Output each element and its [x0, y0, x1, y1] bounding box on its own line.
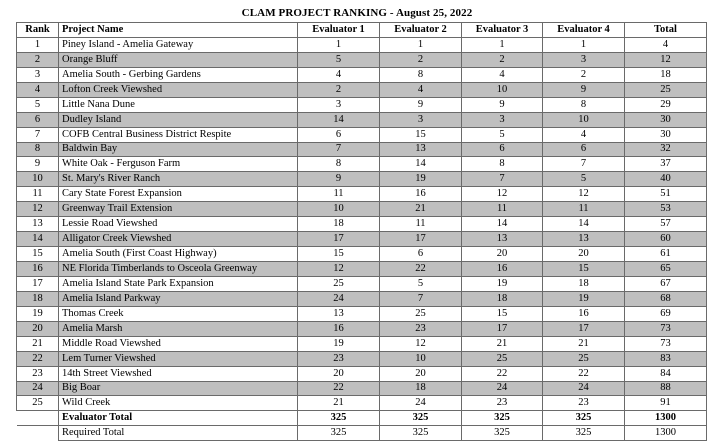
- total-cell: 57: [625, 217, 707, 232]
- table-row: [17, 217, 707, 232]
- evaluator-4-cell: 23: [543, 396, 625, 411]
- evaluator-4-cell: 5: [543, 172, 625, 187]
- project-name-cell: Lem Turner Viewshed: [59, 351, 298, 366]
- project-name-cell: Little Nana Dune: [59, 97, 298, 112]
- table-row: [17, 321, 707, 336]
- evaluator-total-row: [17, 411, 707, 426]
- rank-cell: 12: [17, 202, 59, 217]
- evaluator-2-cell: 8: [380, 67, 462, 82]
- total-cell: 37: [625, 157, 707, 172]
- column-header: Rank: [17, 23, 59, 38]
- evaluator-3-cell: 23: [462, 396, 543, 411]
- rank-cell: 23: [17, 366, 59, 381]
- evaluator-3-cell: 12: [462, 187, 543, 202]
- evaluator-4-cell: 8: [543, 97, 625, 112]
- evaluator-4-cell: 2: [543, 67, 625, 82]
- total-cell: 73: [625, 321, 707, 336]
- evaluator-3-cell: 1: [462, 37, 543, 52]
- table-row: [17, 396, 707, 411]
- total-cell: 29: [625, 97, 707, 112]
- ranking-table: [16, 22, 707, 441]
- required-total-cell: 325: [543, 426, 625, 441]
- evaluator-2-cell: 20: [380, 366, 462, 381]
- evaluator-2-cell: 18: [380, 381, 462, 396]
- evaluator-4-cell: 19: [543, 291, 625, 306]
- evaluator-1-cell: 24: [298, 291, 380, 306]
- total-cell: 60: [625, 232, 707, 247]
- evaluator-2-cell: 14: [380, 157, 462, 172]
- evaluator-3-cell: 9: [462, 97, 543, 112]
- total-cell: 67: [625, 276, 707, 291]
- evaluator-1-cell: 7: [298, 142, 380, 157]
- evaluator-4-cell: 11: [543, 202, 625, 217]
- evaluator-4-cell: 14: [543, 217, 625, 232]
- evaluator-total-cell: 1300: [625, 411, 707, 426]
- evaluator-2-cell: 23: [380, 321, 462, 336]
- total-cell: 68: [625, 291, 707, 306]
- evaluator-total-cell: 325: [298, 411, 380, 426]
- total-cell: 51: [625, 187, 707, 202]
- evaluator-4-cell: 21: [543, 336, 625, 351]
- project-name-cell: Thomas Creek: [59, 306, 298, 321]
- rank-cell: 10: [17, 172, 59, 187]
- rank-cell: 9: [17, 157, 59, 172]
- table-row: [17, 247, 707, 262]
- evaluator-3-cell: 17: [462, 321, 543, 336]
- table-row: [17, 291, 707, 306]
- evaluator-1-cell: 11: [298, 187, 380, 202]
- rank-cell: 24: [17, 381, 59, 396]
- total-cell: 84: [625, 366, 707, 381]
- evaluator-4-cell: 3: [543, 52, 625, 67]
- table-row: [17, 112, 707, 127]
- table-row: [17, 172, 707, 187]
- project-name-cell: Piney Island - Amelia Gateway: [59, 37, 298, 52]
- evaluator-3-cell: 20: [462, 247, 543, 262]
- evaluator-3-cell: 25: [462, 351, 543, 366]
- evaluator-4-cell: 15: [543, 262, 625, 277]
- evaluator-2-cell: 21: [380, 202, 462, 217]
- evaluator-1-cell: 25: [298, 276, 380, 291]
- table-row: [17, 262, 707, 277]
- evaluator-2-cell: 7: [380, 291, 462, 306]
- evaluator-3-cell: 14: [462, 217, 543, 232]
- required-total-label: Required Total: [59, 426, 298, 441]
- evaluator-total-cell: 325: [543, 411, 625, 426]
- required-total-cell: 325: [462, 426, 543, 441]
- evaluator-4-cell: 24: [543, 381, 625, 396]
- evaluator-4-cell: 17: [543, 321, 625, 336]
- evaluator-2-cell: 2: [380, 52, 462, 67]
- page-title: CLAM PROJECT RANKING - August 25, 2022: [241, 7, 473, 19]
- evaluator-4-cell: 12: [543, 187, 625, 202]
- rank-cell: 18: [17, 291, 59, 306]
- project-name-cell: Amelia Island State Park Expansion: [59, 276, 298, 291]
- rank-cell: 2: [17, 52, 59, 67]
- evaluator-1-cell: 15: [298, 247, 380, 262]
- evaluator-3-cell: 4: [462, 67, 543, 82]
- evaluator-3-cell: 18: [462, 291, 543, 306]
- rank-cell: 6: [17, 112, 59, 127]
- table-row: [17, 381, 707, 396]
- evaluator-2-cell: 12: [380, 336, 462, 351]
- evaluator-2-cell: 3: [380, 112, 462, 127]
- evaluator-3-cell: 22: [462, 366, 543, 381]
- evaluator-2-cell: 9: [380, 97, 462, 112]
- evaluator-3-cell: 5: [462, 127, 543, 142]
- rank-cell: 5: [17, 97, 59, 112]
- total-cell: 32: [625, 142, 707, 157]
- total-cell: 53: [625, 202, 707, 217]
- project-name-cell: Amelia South - Gerbing Gardens: [59, 67, 298, 82]
- total-cell: 65: [625, 262, 707, 277]
- rank-cell: 3: [17, 67, 59, 82]
- table-row: [17, 366, 707, 381]
- evaluator-1-cell: 16: [298, 321, 380, 336]
- rank-cell: 16: [17, 262, 59, 277]
- evaluator-3-cell: 15: [462, 306, 543, 321]
- rank-cell: 4: [17, 82, 59, 97]
- evaluator-1-cell: 14: [298, 112, 380, 127]
- total-cell: 73: [625, 336, 707, 351]
- required-total-cell: 325: [298, 426, 380, 441]
- rank-cell: 8: [17, 142, 59, 157]
- total-cell: 30: [625, 112, 707, 127]
- rank-cell: 13: [17, 217, 59, 232]
- evaluator-1-cell: 6: [298, 127, 380, 142]
- project-name-cell: Amelia South (First Coast Highway): [59, 247, 298, 262]
- evaluator-1-cell: 23: [298, 351, 380, 366]
- table-row: [17, 67, 707, 82]
- table-row: [17, 37, 707, 52]
- evaluator-2-cell: 25: [380, 306, 462, 321]
- evaluator-1-cell: 8: [298, 157, 380, 172]
- project-name-cell: Lofton Creek Viewshed: [59, 82, 298, 97]
- rank-cell: 17: [17, 276, 59, 291]
- evaluator-1-cell: 2: [298, 82, 380, 97]
- evaluator-3-cell: 24: [462, 381, 543, 396]
- evaluator-3-cell: 3: [462, 112, 543, 127]
- rank-cell: 11: [17, 187, 59, 202]
- evaluator-3-cell: 11: [462, 202, 543, 217]
- evaluator-total-cell: 325: [380, 411, 462, 426]
- evaluator-1-cell: 1: [298, 37, 380, 52]
- project-name-cell: COFB Central Business District Respite: [59, 127, 298, 142]
- total-cell: 30: [625, 127, 707, 142]
- column-header: Evaluator 4: [543, 23, 625, 38]
- project-name-cell: NE Florida Timberlands to Osceola Greenway: [59, 262, 298, 277]
- evaluator-4-cell: 10: [543, 112, 625, 127]
- project-name-cell: Amelia Island Parkway: [59, 291, 298, 306]
- table-row: [17, 276, 707, 291]
- project-name-cell: Amelia Marsh: [59, 321, 298, 336]
- evaluator-4-cell: 25: [543, 351, 625, 366]
- evaluator-2-cell: 1: [380, 37, 462, 52]
- rank-cell: 21: [17, 336, 59, 351]
- evaluator-2-cell: 10: [380, 351, 462, 366]
- project-name-cell: Wild Creek: [59, 396, 298, 411]
- table-row: [17, 142, 707, 157]
- project-name-cell: Alligator Creek Viewshed: [59, 232, 298, 247]
- table-row: [17, 127, 707, 142]
- evaluator-3-cell: 21: [462, 336, 543, 351]
- column-header: Evaluator 3: [462, 23, 543, 38]
- evaluator-3-cell: 6: [462, 142, 543, 157]
- evaluator-4-cell: 16: [543, 306, 625, 321]
- evaluator-3-cell: 13: [462, 232, 543, 247]
- rank-cell: 20: [17, 321, 59, 336]
- total-cell: 25: [625, 82, 707, 97]
- column-header: Total: [625, 23, 707, 38]
- evaluator-1-cell: 22: [298, 381, 380, 396]
- evaluator-2-cell: 6: [380, 247, 462, 262]
- evaluator-4-cell: 18: [543, 276, 625, 291]
- total-cell: 83: [625, 351, 707, 366]
- evaluator-2-cell: 16: [380, 187, 462, 202]
- evaluator-2-cell: 13: [380, 142, 462, 157]
- rank-cell: 22: [17, 351, 59, 366]
- evaluator-3-cell: 10: [462, 82, 543, 97]
- evaluator-4-cell: 4: [543, 127, 625, 142]
- required-total-cell: 325: [380, 426, 462, 441]
- evaluator-4-cell: 6: [543, 142, 625, 157]
- required-total-row: [17, 426, 707, 441]
- evaluator-1-cell: 10: [298, 202, 380, 217]
- evaluator-2-cell: 19: [380, 172, 462, 187]
- table-row: [17, 97, 707, 112]
- rank-cell: 1: [17, 37, 59, 52]
- evaluator-1-cell: 12: [298, 262, 380, 277]
- evaluator-2-cell: 22: [380, 262, 462, 277]
- project-name-cell: Lessie Road Viewshed: [59, 217, 298, 232]
- evaluator-1-cell: 20: [298, 366, 380, 381]
- total-cell: 40: [625, 172, 707, 187]
- evaluator-4-cell: 13: [543, 232, 625, 247]
- evaluator-3-cell: 2: [462, 52, 543, 67]
- project-name-cell: Orange Bluff: [59, 52, 298, 67]
- evaluator-1-cell: 4: [298, 67, 380, 82]
- evaluator-2-cell: 24: [380, 396, 462, 411]
- rank-cell: 7: [17, 127, 59, 142]
- evaluator-3-cell: 8: [462, 157, 543, 172]
- rank-cell: 19: [17, 306, 59, 321]
- rank-cell: 15: [17, 247, 59, 262]
- evaluator-1-cell: 5: [298, 52, 380, 67]
- evaluator-1-cell: 3: [298, 97, 380, 112]
- total-cell: 91: [625, 396, 707, 411]
- rank-cell: 14: [17, 232, 59, 247]
- project-name-cell: Baldwin Bay: [59, 142, 298, 157]
- project-name-cell: Greenway Trail Extension: [59, 202, 298, 217]
- total-cell: 12: [625, 52, 707, 67]
- project-name-cell: Middle Road Viewshed: [59, 336, 298, 351]
- project-name-cell: Cary State Forest Expansion: [59, 187, 298, 202]
- evaluator-1-cell: 13: [298, 306, 380, 321]
- evaluator-total-label: Evaluator Total: [59, 411, 298, 426]
- evaluator-3-cell: 7: [462, 172, 543, 187]
- table-row: [17, 232, 707, 247]
- table-row: [17, 306, 707, 321]
- project-name-cell: Big Boar: [59, 381, 298, 396]
- required-total-cell: 1300: [625, 426, 707, 441]
- evaluator-2-cell: 11: [380, 217, 462, 232]
- table-row: [17, 157, 707, 172]
- table-row: [17, 52, 707, 67]
- column-header: Evaluator 1: [298, 23, 380, 38]
- total-cell: 61: [625, 247, 707, 262]
- total-cell: 69: [625, 306, 707, 321]
- evaluator-1-cell: 21: [298, 396, 380, 411]
- evaluator-1-cell: 19: [298, 336, 380, 351]
- evaluator-1-cell: 17: [298, 232, 380, 247]
- rank-cell: 25: [17, 396, 59, 411]
- evaluator-4-cell: 7: [543, 157, 625, 172]
- evaluator-4-cell: 1: [543, 37, 625, 52]
- table-row: [17, 351, 707, 366]
- column-header: Evaluator 2: [380, 23, 462, 38]
- project-name-cell: 14th Street Viewshed: [59, 366, 298, 381]
- table-row: [17, 202, 707, 217]
- evaluator-1-cell: 18: [298, 217, 380, 232]
- project-name-cell: St. Mary's River Ranch: [59, 172, 298, 187]
- total-cell: 4: [625, 37, 707, 52]
- header-row: [17, 23, 707, 38]
- evaluator-total-cell: 325: [462, 411, 543, 426]
- project-name-cell: White Oak - Ferguson Farm: [59, 157, 298, 172]
- column-header: Project Name: [59, 23, 298, 38]
- evaluator-4-cell: 20: [543, 247, 625, 262]
- blank-cell: [17, 411, 59, 426]
- evaluator-3-cell: 16: [462, 262, 543, 277]
- blank-cell: [17, 426, 59, 441]
- table-row: [17, 187, 707, 202]
- evaluator-2-cell: 17: [380, 232, 462, 247]
- total-cell: 18: [625, 67, 707, 82]
- table-body: [17, 37, 707, 440]
- evaluator-2-cell: 4: [380, 82, 462, 97]
- evaluator-3-cell: 19: [462, 276, 543, 291]
- project-name-cell: Dudley Island: [59, 112, 298, 127]
- evaluator-1-cell: 9: [298, 172, 380, 187]
- table-row: [17, 336, 707, 351]
- total-cell: 88: [625, 381, 707, 396]
- evaluator-2-cell: 15: [380, 127, 462, 142]
- evaluator-4-cell: 22: [543, 366, 625, 381]
- evaluator-4-cell: 9: [543, 82, 625, 97]
- table-row: [17, 82, 707, 97]
- evaluator-2-cell: 5: [380, 276, 462, 291]
